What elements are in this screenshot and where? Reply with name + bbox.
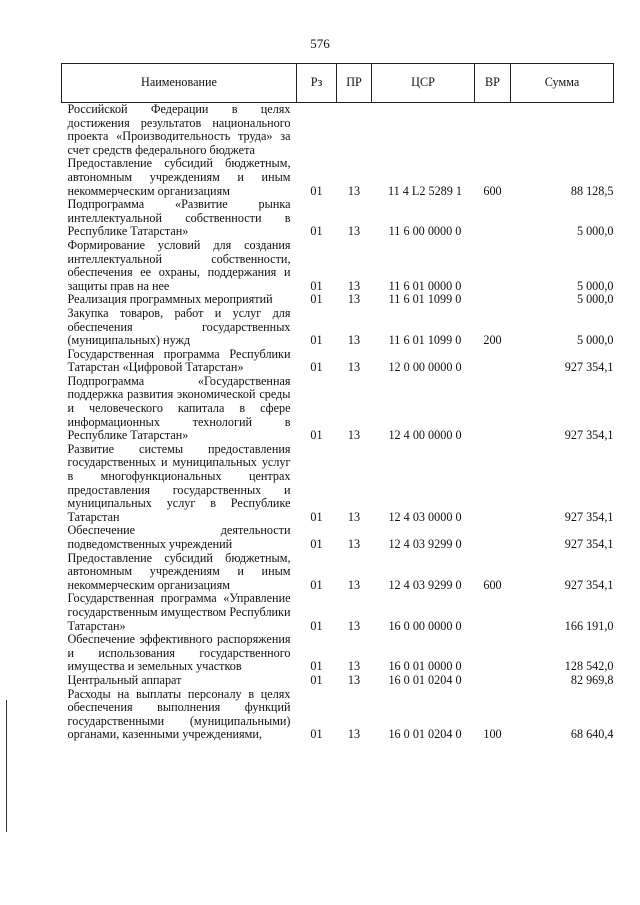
row-vr <box>475 674 511 688</box>
table-row <box>62 592 614 633</box>
header-csr: ЦСР <box>372 64 475 103</box>
header-rz: Рз <box>297 64 337 103</box>
table-row <box>62 633 614 674</box>
table-row <box>62 239 614 293</box>
table-row <box>62 293 614 307</box>
row-rz: 01 <box>310 577 323 592</box>
row-rz: 01 <box>310 183 323 198</box>
row-sum: 82 969,8 <box>570 672 614 687</box>
row-pr: 13 <box>347 292 361 307</box>
row-csr: 16 0 01 0204 0 <box>388 672 462 687</box>
row-vr <box>475 592 511 633</box>
row-csr: 12 4 03 0000 0 <box>388 509 462 524</box>
row-name: Реализация программных мероприятий <box>67 292 273 307</box>
row-sum: 88 128,5 <box>570 183 614 198</box>
header-name: Наименование <box>62 64 297 103</box>
row-csr: 16 0 01 0204 0 <box>388 727 462 742</box>
row-vr <box>475 239 511 293</box>
row-sum <box>511 103 614 158</box>
row-sum: 5 000,0 <box>576 333 614 348</box>
row-vr <box>475 293 511 307</box>
row-rz: 01 <box>310 360 323 375</box>
table-row <box>62 524 614 551</box>
row-name: Расходы на выплаты персоналу в целях обеспечения выполнения функций государственными (муниципальными) органами, казенными учреждениями, <box>67 686 291 742</box>
row-rz: 01 <box>310 333 323 348</box>
row-sum: 5 000,0 <box>576 278 614 293</box>
row-sum: 5 000,0 <box>576 224 614 239</box>
row-sum: 68 640,4 <box>570 727 614 742</box>
row-vr: 600 <box>483 577 502 592</box>
row-name: Закупка товаров, работ и услуг для обеспечения государственных (муниципальных) нужд <box>67 305 291 348</box>
row-vr <box>475 375 511 443</box>
row-pr: 13 <box>347 183 361 198</box>
row-pr: 13 <box>347 428 361 443</box>
row-vr: 600 <box>483 183 502 198</box>
table-header <box>62 64 614 103</box>
row-sum: 927 354,1 <box>564 360 614 375</box>
header-pr: ПР <box>337 64 372 103</box>
row-sum: 927 354,1 <box>564 509 614 524</box>
table-row <box>62 552 614 593</box>
row-rz: 01 <box>310 292 323 307</box>
row-rz: 01 <box>310 618 323 633</box>
row-pr <box>337 103 372 158</box>
table-row <box>62 443 614 525</box>
row-pr: 13 <box>347 278 361 293</box>
row-name: Государственная программа Республики Татарстан «Цифровой Татарстан» <box>67 346 291 375</box>
row-rz: 01 <box>310 727 323 742</box>
row-pr: 13 <box>347 672 361 687</box>
row-csr: 16 0 00 0000 0 <box>388 618 462 633</box>
header-vr: ВР <box>475 64 511 103</box>
row-name: Обеспечение эффективного распоряжения и использования государственного имущества и земельных участков <box>67 632 291 674</box>
table-row <box>62 674 614 688</box>
table-body <box>62 103 614 742</box>
row-rz: 01 <box>310 672 323 687</box>
table-row <box>62 198 614 239</box>
header-sum: Сумма <box>511 64 614 103</box>
row-sum: 5 000,0 <box>576 292 614 307</box>
row-pr: 13 <box>347 577 361 592</box>
row-name: Предоставление субсидий бюджетным, автономным учреждениям и иным некоммерческим организациям <box>67 550 291 592</box>
row-csr: 12 0 00 0000 0 <box>388 360 462 375</box>
budget-table <box>61 63 614 742</box>
row-pr: 13 <box>347 360 361 375</box>
table-row <box>62 307 614 348</box>
row-name: Государственная программа «Управление государственным имуществом Республики Татарстан» <box>67 591 291 633</box>
row-vr <box>475 443 511 525</box>
row-pr: 13 <box>347 727 361 742</box>
row-name: Обеспечение деятельности подведомственных учреждений <box>67 523 291 551</box>
row-csr: 11 6 01 0000 0 <box>388 278 462 293</box>
row-name: Центральный аппарат <box>67 672 182 687</box>
row-name: Формирование условий для создания интеллектуальной собственности, обеспечения ее охраны, поддержания и защиты прав на нее <box>67 237 291 293</box>
row-csr: 11 6 01 1099 0 <box>388 333 462 348</box>
row-csr: 12 4 00 0000 0 <box>388 428 462 443</box>
table-header-row <box>62 64 614 103</box>
row-pr: 13 <box>347 333 361 348</box>
row-name: Российской Федерации в целях достижения результатов национального проекта «Производительность труда» за счет средств федерального бюджета <box>67 102 291 157</box>
row-rz: 01 <box>310 659 323 674</box>
row-pr: 13 <box>347 224 361 239</box>
scan-edge-line <box>6 700 7 832</box>
row-sum: 927 354,1 <box>564 577 614 592</box>
row-rz <box>297 103 337 158</box>
row-name: Подпрограмма «Развитие рынка интеллектуальной собственности в Республике Татарстан» <box>67 197 291 239</box>
row-vr <box>475 524 511 551</box>
row-vr: 100 <box>483 727 502 742</box>
row-csr: 12 4 03 9299 0 <box>388 577 462 592</box>
row-vr <box>475 633 511 674</box>
page-number: 576 <box>310 36 330 51</box>
row-pr: 13 <box>347 659 361 674</box>
table-row <box>62 157 614 198</box>
row-pr: 13 <box>347 618 361 633</box>
row-name: Развитие системы предоставления государственных и муниципальных услуг в многофункциональных центрах предоставления государственных и муниципальных услуг в Республике Татарстан <box>67 441 291 524</box>
row-csr: 16 0 01 0000 0 <box>388 659 462 674</box>
row-csr: 11 6 01 1099 0 <box>388 292 462 307</box>
table-row <box>62 688 614 742</box>
row-rz: 01 <box>310 278 323 293</box>
row-name: Предоставление субсидий бюджетным, автономным учреждениям и иным некоммерческим организациям <box>67 156 291 198</box>
row-pr: 13 <box>347 537 361 551</box>
table-row <box>62 375 614 443</box>
row-pr: 13 <box>347 509 361 524</box>
row-sum: 166 191,0 <box>564 618 614 633</box>
row-rz: 01 <box>310 428 323 443</box>
row-name: Подпрограмма «Государственная поддержка развития экономической среды и человеческого капитала в сфере информационных технологий в Республике Татарстан» <box>67 373 291 443</box>
row-vr: 200 <box>483 333 502 348</box>
row-sum: 128 542,0 <box>564 659 614 674</box>
row-vr <box>475 198 511 239</box>
row-rz: 01 <box>310 224 323 239</box>
row-vr <box>475 103 511 158</box>
row-rz: 01 <box>310 509 323 524</box>
row-csr: 12 4 03 9299 0 <box>388 537 462 551</box>
row-rz: 01 <box>310 537 323 551</box>
table-row <box>62 348 614 375</box>
row-csr <box>372 103 475 158</box>
row-csr: 11 6 00 0000 0 <box>388 224 462 239</box>
row-vr <box>475 348 511 375</box>
row-csr: 11 4 L2 5289 1 <box>387 183 463 198</box>
row-sum: 927 354,1 <box>564 428 614 443</box>
table-row <box>62 103 614 158</box>
row-sum: 927 354,1 <box>564 537 614 551</box>
